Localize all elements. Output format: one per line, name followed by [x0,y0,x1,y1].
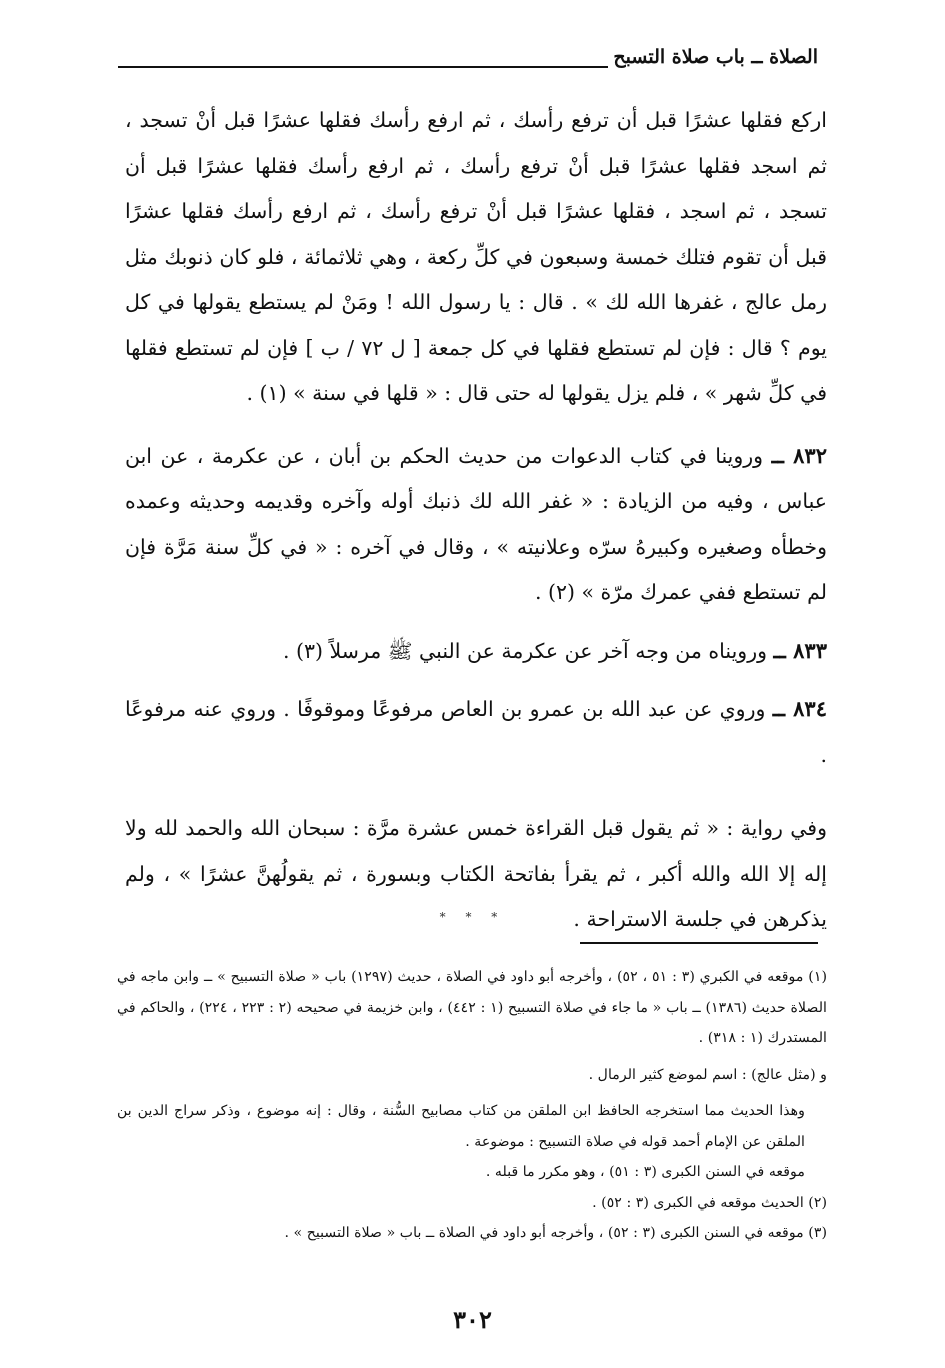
footnote-mawqi: موقعه في السنن الكبرى (٣ : ٥١) ، وهو مكرر ما قبله . [485,1164,805,1180]
hadith-number-832: ٨٣٢ ــ [771,442,827,468]
paragraph-834 [125,686,827,778]
footnote-3: (٣) موقعه في السنن الكبرى (٣ : ٥٢) ، وأخرجه أبو داود في الصلاة ــ باب « صلاة التسبيح » . [284,1225,827,1241]
paragraph-riwaya: وفي رواية : « ثم يقول قبل القراءة خمس عشرة مرَّة : سبحان الله والحمد لله ولا إله إلا الله والله أكبر ، ثم يقرأ بفاتحة الكتاب وبسورة ، ثم يقولُهنَّ عشرًا » ، ولم يذكرهن في جلسة الاستراحة . [125,816,827,931]
paragraph-834-text: وروي عن عبد الله بن عمرو بن العاص مرفوعًا وموقوفًا . وروي عنه مرفوعًا . [125,697,827,767]
paragraph-832-text: وروينا في كتاب الدعوات من حديث الحكم بن أبان ، عن عكرمة ، عن ابن عباس ، وفيه من الزيادة : « غفر الله لك ذنبك أوله وآخره وقديمه وحديثه وعمده وخطأه وصغيره وكبيرهُ سرّه وعلانيته » ، وقال في آخره : « في كلِّ سنة مَرَّة فإن لم تستطع ففي عمرك مرّة » (٢) . [125,443,827,604]
paragraph-833 [125,628,827,675]
paragraph-832 [125,433,827,616]
footnote-1: (١) موقعه في الكبري (٣ : ٥١ ، ٥٢) ، وأخرجه أبو داود في الصلاة ، حديث (١٢٩٧) باب « صلاة التسبيح » ــ وابن ماجه في الصلاة حديث (١٣٨٦) ــ باب « ما جاء في صلاة التسبيح (١ : ٤٤٢) ، وابن خزيمة في صحيحه (٢ : ٢٢٣ ، ٢٢٤) ، والحاكم في المستدرك (١ : ٣١٨) . [117,969,827,1046]
paragraph-hadith-continuation: اركع فقلها عشرًا قبل أن ترفع رأسك ، ثم ارفع رأسك فقلها عشرًا قبل أنْ تسجد ، ثم اسجد فقلها عشرًا قبل أنْ ترفع رأسك ، ثم ارفع رأسك فقلها عشرًا قبل أن تسجد ، ثم اسجد ، فقلها عشرًا قبل أنْ ترفع رأسك ، ثم ارفع رأسك فقلها عشرًا قبل أن تقوم فتلك خمسة وسبعون في كلِّ ركعة ، وهي ثلاثمائة ، فلو كان ذنوبك مثل رمل عالج ، غفرها الله لك » . قال : يا رسول الله ! ومَنْ لم يستطع يقولها في كل يوم ؟ قال : فإن لم تستطع فقلها في كل جمعة [ ل ٧٢ / ب ] فإن لم تستطع فقلها في كلِّ شهر » ، فلم يزل يقولها له حتى قال : « قلها في سنة » (١) . [125,108,827,405]
hadith-number-833: ٨٣٣ ــ [773,637,827,663]
header-rule [118,66,608,68]
main-text [125,98,827,943]
page-number: ٣٠٢ [453,1305,492,1334]
header-title: الصلاة ــ باب صلاة التسبح [613,46,818,68]
footnote-2: (٢) الحديث موقعه في الكبرى (٣ : ٥٢) . [592,1194,827,1211]
footnotes [117,962,827,1249]
running-header [118,44,818,74]
footnote-alij: و (مثل عالج) : اسم لموضع كثير الرمال . [588,1066,827,1083]
paragraph-833-text: ورويناه من وجه آخر عن عكرمة عن النبي ﷺ مرسلاً (٣) . [283,638,767,663]
footnote-rule [580,942,818,944]
footnote-hadith-note: وهذا الحديث مما استخرجه الحافظ ابن الملقن من كتاب مصابيح السُّنة ، وقال : إنه موضوع ، وذكر سراج الدين بن الملقن عن الإمام أحمد قوله في صلاة التسبيح : موضوعة . [117,1103,805,1150]
section-separator: * * * [439,910,506,924]
hadith-number-834: ٨٣٤ ــ [772,696,827,721]
